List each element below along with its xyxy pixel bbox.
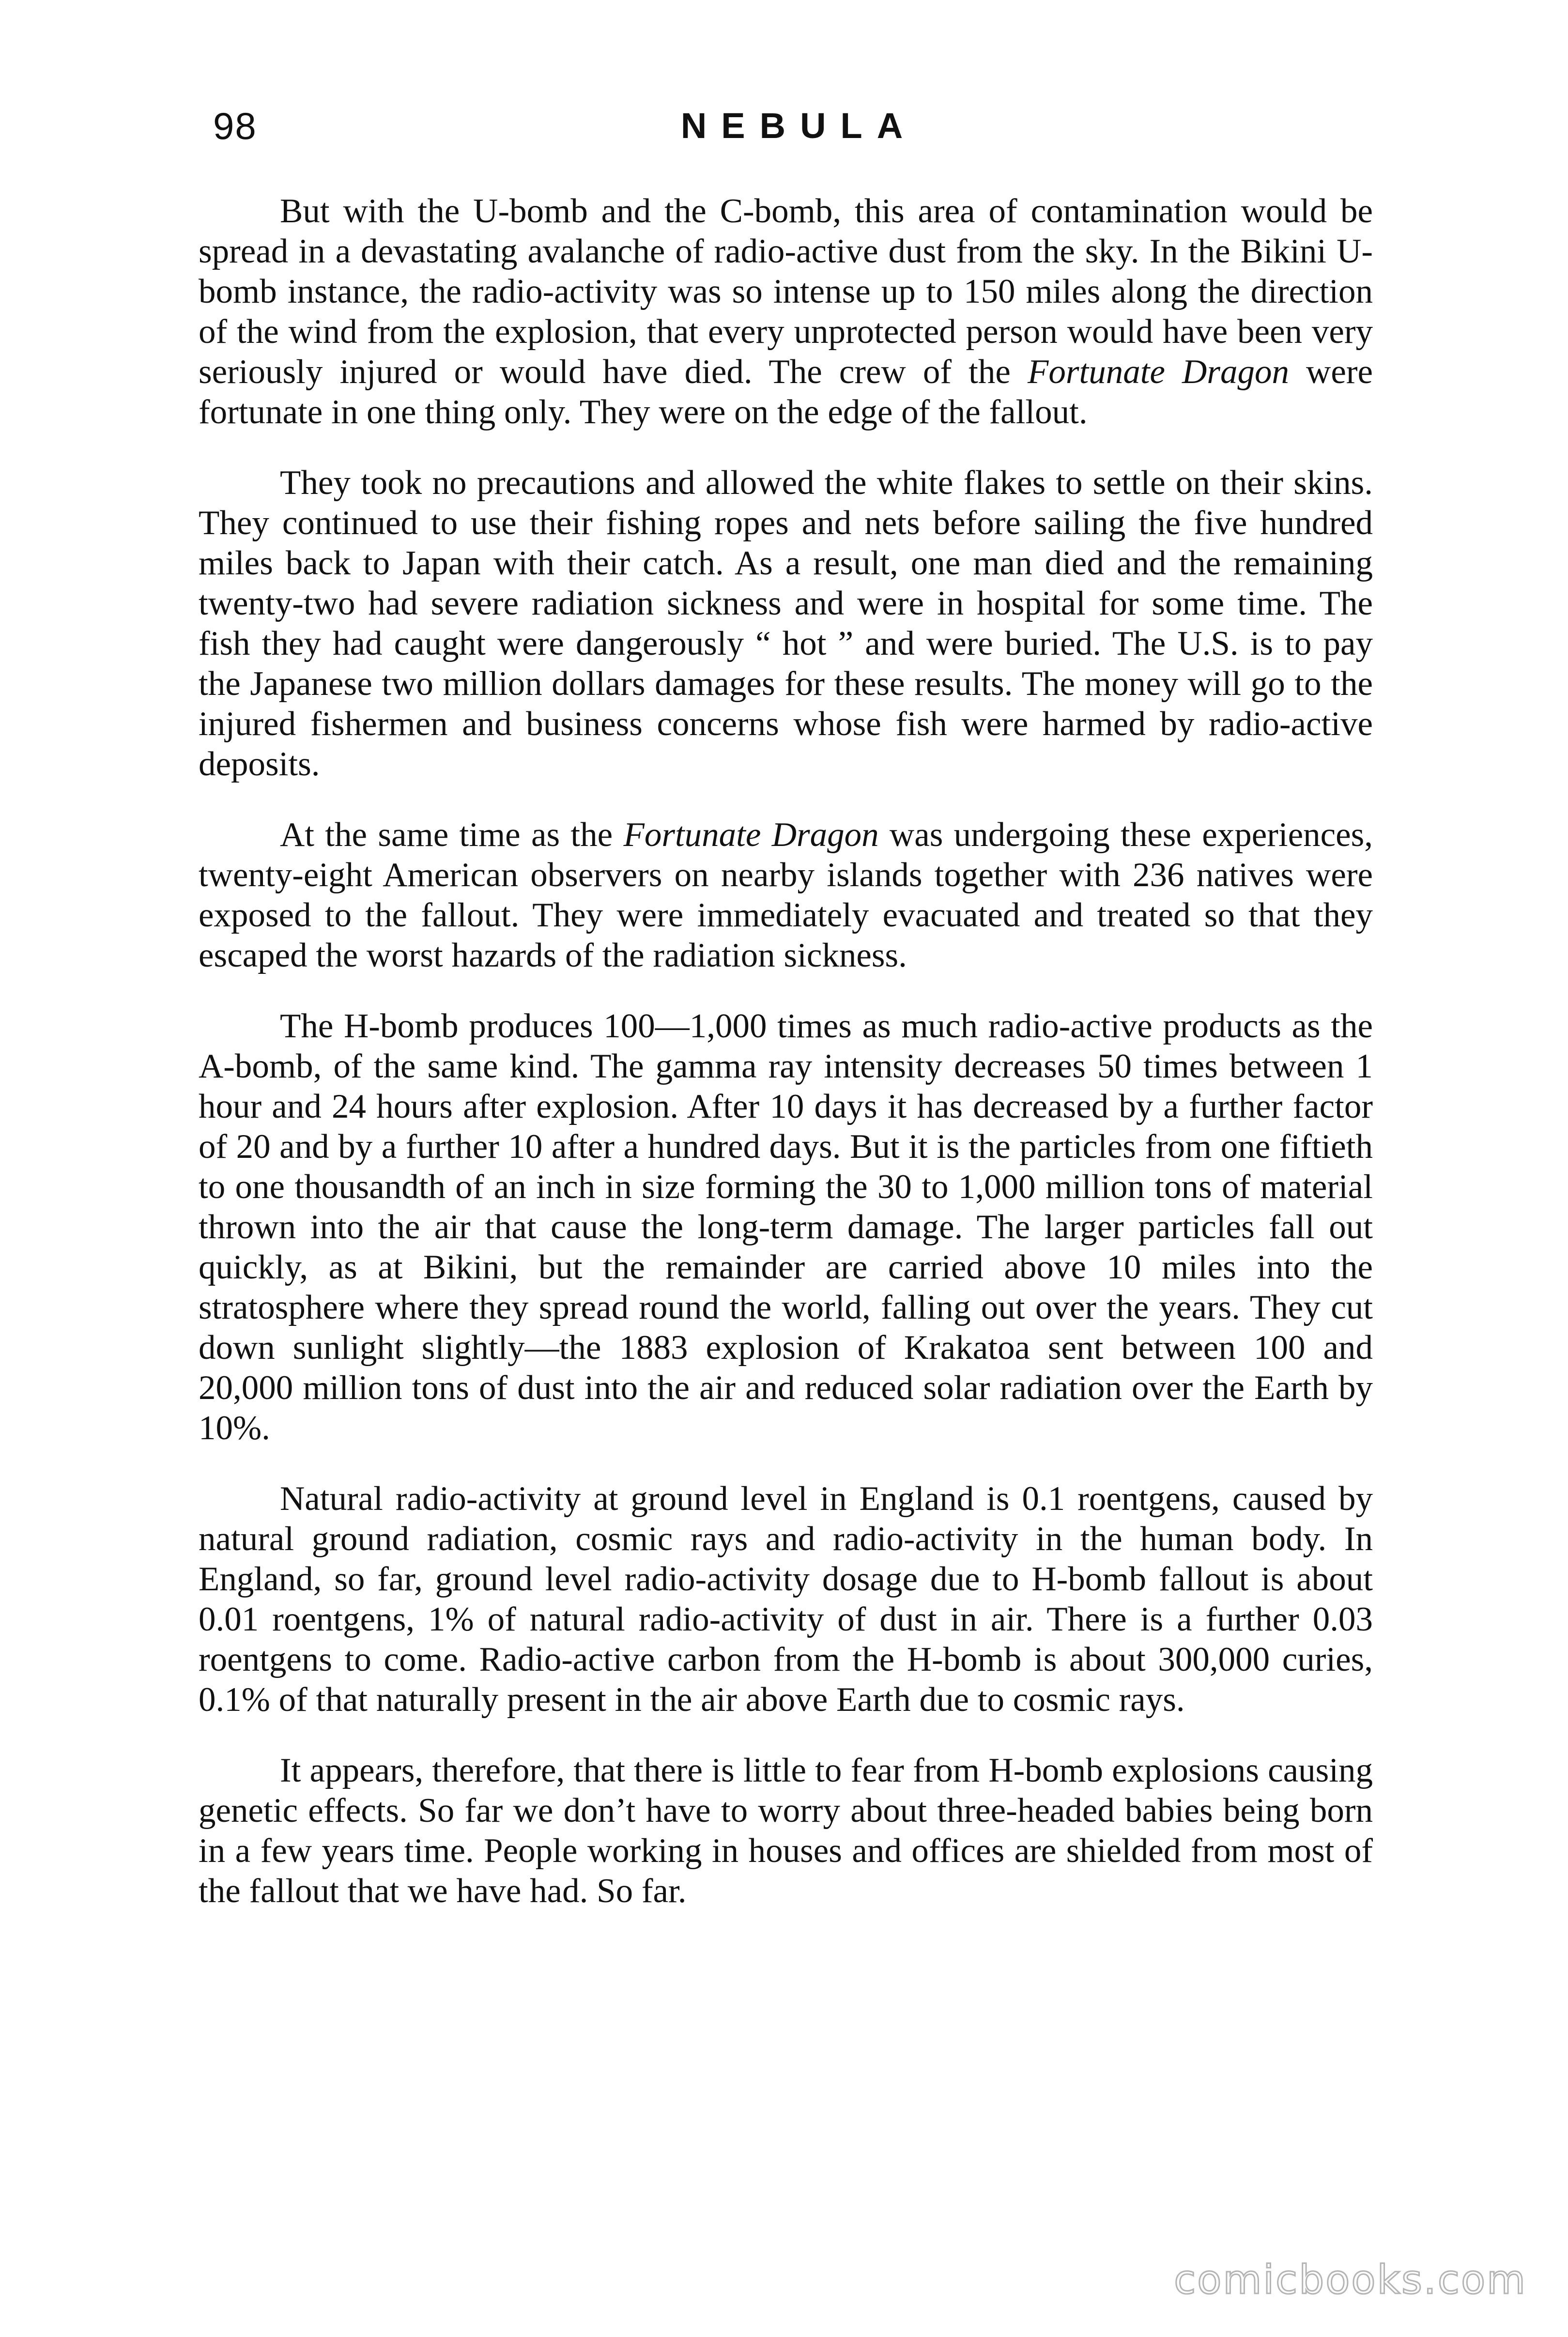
paragraph-6: It appears, therefore, that there is little to fear from H-bomb explosions causing genetic effects. So far we don’t have to worry about three-headed babies being born in a few years time. People working in houses and offices are shielded from most of the fallout that we have had. So far. (199, 1752, 1373, 1910)
paragraph-3-text-b: was undergoing these experiences, twenty-eight American observers on nearby islands together with 236 natives were exposed to the fallout. They were immediately evacuated and treated so that they escaped the worst hazards of the radiation sickness. (199, 816, 1373, 974)
paragraph-4: The H-bomb produces 100—1,000 times as much radio-active products as the A-bomb, of the same kind. The gamma ray intensity decreases 50 times between 1 hour and 24 hours after explosion. After 10 days it has decreased by a further factor of 20 and by a further 10 after a hundred days. But it is the particles from one fiftieth to one thousandth of an inch in size forming the 30 to 1,000 million tons of material thrown into the air that cause the long-term damage. The larger particles fall out quickly, as at Bikini, but the remainder are carried above 10 miles into the stratosphere where they spread round the world, falling out over the years. They cut down sunlight slightly—the 1883 explosion of Krakatoa sent between 100 and 20,000 million tons of dust into the air and reduced solar radiation over the Earth by 10%. (199, 1007, 1373, 1447)
paragraph-2: They took no precautions and allowed the white flakes to settle on their skins. They continued to use their fishing ropes and nets before sailing the five hundred miles back to Japan with their catch. As a result, one man died and the remaining twenty-two had severe radiation sickness and were in hospital for some time. The fish they had caught were dangerously “ hot ” and were buried. The U.S. is to pay the Japanese two million dollars damages for these results. The money will go to the injured fishermen and business concerns whose fish were harmed by radio-active deposits. (199, 464, 1373, 783)
page-header (213, 99, 1385, 153)
page-number: 98 (213, 105, 257, 147)
article-body (199, 191, 1373, 1942)
paragraph-3 (199, 815, 1373, 976)
paragraph-1 (199, 191, 1373, 432)
paragraph-1-text-a: But with the U-bomb and the C-bomb, this area of contamination would be spread in a devastating avalanche of radio-active dust from the sky. In the Bikini U-bomb instance, the radio-activity was so intense up to 150 miles along the direction of the wind from the explosion, that every unprotected person would have been very seriously injured or would have died. The crew of the (199, 192, 1373, 391)
ship-name-italic: Fortunate Dragon (623, 816, 879, 854)
paragraph-3-text-a: At the same time as the (280, 816, 624, 854)
site-watermark: comicbooks.com (1174, 2257, 1527, 2303)
running-title: NEBULA (680, 106, 918, 146)
paragraph-1-text-b: were fortunate in one thing only. They were on the edge of the fallout. (199, 353, 1373, 431)
ship-name-italic: Fortunate Dragon (1027, 353, 1289, 391)
paragraph-5: Natural radio-activity at ground level in England is 0.1 roentgens, caused by natural ground radiation, cosmic rays and radio-activity in the human body. In England, so far, ground level radio-activity dosage due to H-bomb fallout is about 0.01 roentgens, 1% of natural radio-activity of dust in air. There is a further 0.03 roentgens to come. Radio-active carbon from the H-bomb is about 300,000 curies, 0.1% of that naturally present in the air above Earth due to cosmic rays. (199, 1480, 1373, 1719)
